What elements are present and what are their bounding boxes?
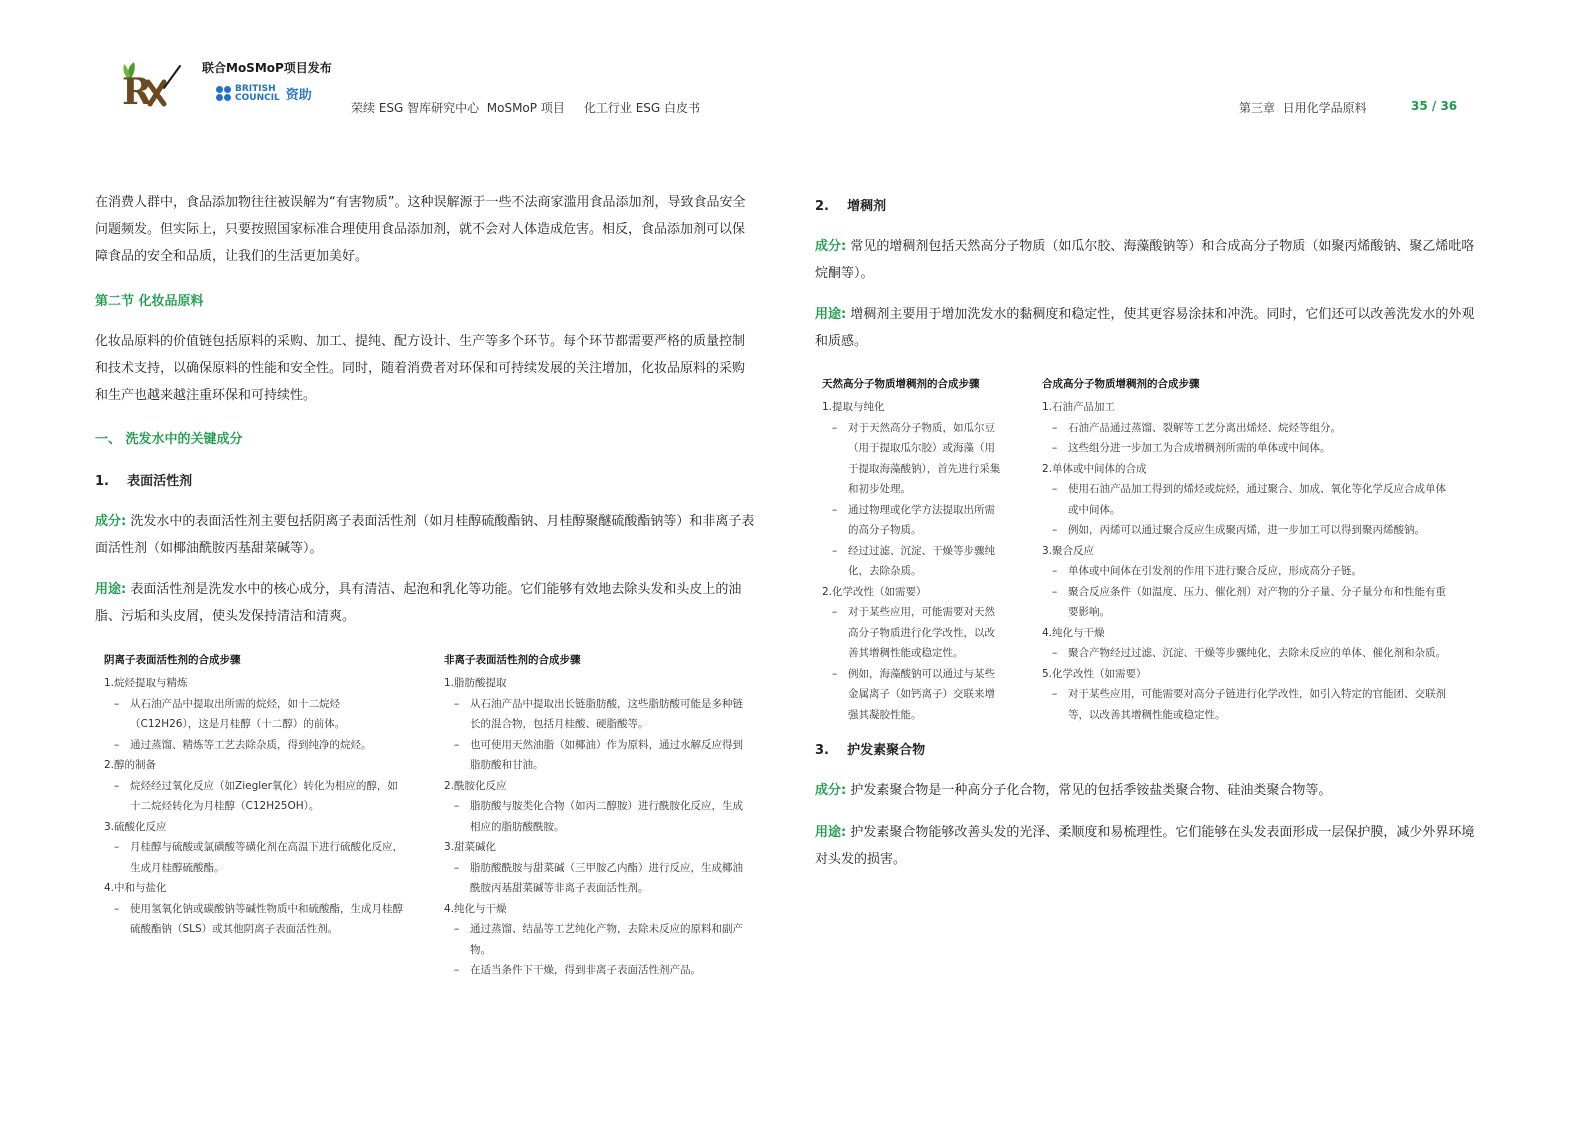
anionic-steps-box [104,652,404,940]
thickener-usage [815,301,1477,355]
composition-label: 成分: [815,239,847,254]
header-series: 荣续 ESG 智库研究中心 MoSMoP 项目 化工行业 ESG 白皮书 [351,101,701,115]
british-council-dots-icon [216,86,231,101]
page-indicator: 35 / 36 [1411,99,1458,113]
section-heading: 第二节 化妆品原料 [95,294,204,309]
step-item: 1.脂肪酸提取 [444,677,507,689]
step-item: 4.纯化与干燥 [444,902,507,915]
step-bullet: – 通过蒸馏、结晶等工艺纯化产物，去除未反应的原料和副产物。 [454,923,743,956]
natural-steps-title: 天然高分子物质增稠剂的合成步骤 [822,378,980,390]
step-item: 3.硫酸化反应 [104,820,167,833]
item-heading-thickener: 2. 增稠剂 [815,199,887,214]
sponsor-brand-line1: BRITISH [235,83,276,94]
intro-paragraph: 在消费人群中，食品添加物往往被误解为“有害物质”。这种误解源于一些不法商家滥用食品添加剂，导致食品安全问题频发。但实际上，只要按照国家标准合理使用食品添加剂，就不会对人体造成危害。相反，食品添加剂可以保障食品的安全和品质，让我们的生活更加美好。 [95,195,746,264]
sponsor-brand-line2: COUNCIL [235,92,280,103]
surfactant-composition [95,508,757,562]
usage-label: 用途: [815,825,847,840]
step-item: 4.纯化与干燥 [1042,626,1105,639]
step-item: 2.醇的制备 [104,759,157,771]
step-bullet: – 使用石油产品加工得到的烯烃或烷烃，通过聚合、加成、氧化等化学反应合成单体或中间体。 [1052,483,1446,516]
surfactant-usage [95,576,757,630]
step-bullet: – 脂肪酸与胺类化合物（如丙二醇胺）进行酰胺化反应，生成相应的脂肪酸酰胺。 [454,800,743,833]
publisher-label: 联合MoSMoP项目发布 [202,61,332,75]
usage-text: 护发素聚合物能够改善头发的光泽、柔顺度和易梳理性。它们能够在头发表面形成一层保护膜，减少外界环境对头发的损害。 [815,825,1475,867]
composition-label: 成分: [815,783,847,798]
step-bullet: – 这些组分进一步加工为合成增稠剂所需的单体或中间体。 [1052,442,1331,454]
section-paragraph: 化妆品原料的价值链包括原料的采购、加工、提纯、配方设计、生产等多个环节。每个环节都需要严格的质量控制和技术支持，以确保原料的性能和安全性。同时，随着消费者对环保和可持续发展的关注增加，化妆品原料的采购和生产也越来越注重环保和可持续性。 [95,334,746,403]
synthetic-thickener-steps-box [1042,376,1456,725]
step-bullet: – 聚合反应条件（如温度、压力、催化剂）对产物的分子量、分子量分布和性能有重要影响。 [1052,585,1446,618]
usage-text: 增稠剂主要用于增加洗发水的黏稠度和稳定性，使其更容易涂抹和冲洗。同时，它们还可以改善洗发水的外观和质感。 [815,307,1475,349]
british-council-logo [216,84,312,103]
step-bullet: – 经过过滤、沉淀、干燥等步骤纯化，去除杂质。 [832,544,995,577]
svg-text:R: R [122,71,152,108]
step-bullet: – 通过物理或化学方法提取出所需的高分子物质。 [832,503,995,536]
step-item: 1.提取与纯化 [822,401,885,413]
sub-heading: 一、 洗发水中的关键成分 [95,432,243,447]
step-item: 3.甜菜碱化 [444,841,497,853]
step-bullet: – 也可使用天然油脂（如椰油）作为原料，通过水解反应得到脂肪酸和甘油。 [454,738,743,771]
nonionic-steps-box [444,652,744,981]
conditioner-usage [815,819,1477,873]
composition-text: 常见的增稠剂包括天然高分子物质（如瓜尔胶、海藻酸钠等）和合成高分子物质（如聚丙烯酸钠、聚乙烯吡咯烷酮等）。 [815,239,1475,281]
usage-text: 表面活性剂是洗发水中的核心成分，具有清洁、起泡和乳化等功能。它们能够有效地去除头发和头皮上的油脂、污垢和头皮屑，使头发保持清洁和清爽。 [95,582,742,624]
step-bullet: – 使用氢氧化钠或碳酸钠等碱性物质中和硫酸酯，生成月桂醇硫酸酯钠（SLS）或其他阴离子表面活性剂。 [114,902,403,935]
header-chapter: 第三章 日用化学品原料 [1239,101,1367,115]
nonionic-steps-title: 非离子表面活性剂的合成步骤 [444,654,581,666]
step-item: 5.化学改性（如需要） [1042,667,1147,680]
usage-label: 用途: [815,307,847,322]
step-bullet: – 石油产品通过蒸馏、裂解等工艺分离出烯烃、烷烃等组分。 [1052,421,1341,434]
step-item: 1.烷烃提取与精炼 [104,677,188,689]
step-item: 3.聚合反应 [1042,544,1095,557]
composition-label: 成分: [95,514,127,529]
composition-text: 洗发水中的表面活性剂主要包括阴离子表面活性剂（如月桂醇硫酸酯钠、月桂醇聚醚硫酸酯钠等）和非离子表面活性剂（如椰油酰胺丙基甜菜碱等）。 [95,514,755,556]
step-bullet: – 通过蒸馏、精炼等工艺去除杂质，得到纯净的烷烃。 [114,738,372,751]
step-item: 1.石油产品加工 [1042,401,1116,413]
step-bullet: – 对于某些应用，可能需要对高分子链进行化学改性，如引入特定的官能团、交联剂等，以改善其增稠性能或稳定性。 [1052,688,1446,721]
step-item: 2.酰胺化反应 [444,779,507,792]
step-bullet: – 例如，海藻酸钠可以通过与某些金属离子（如钙离子）交联来增强其凝胶性能。 [832,667,995,721]
step-bullet: – 烷烃经过氧化反应（如Ziegler氧化）转化为相应的醇，如十二烷烃转化为月桂醇（C12H25OH）。 [114,779,398,812]
composition-text: 护发素聚合物是一种高分子化合物，常见的包括季铵盐类聚合物、硅油类聚合物等。 [846,783,1332,798]
step-item: 2.单体或中间体的合成 [1042,462,1147,475]
step-item: 4.中和与盐化 [104,882,167,894]
item-heading-surfactant: 1. 表面活性剂 [95,474,193,489]
step-bullet: – 聚合产物经过过滤、沉淀、干燥等步骤纯化，去除未反应的单体、催化剂和杂质。 [1052,647,1446,659]
step-bullet: – 对于某些应用，可能需要对天然高分子物质进行化学改性，以改善其增稠性能或稳定性。 [832,606,995,659]
step-bullet: – 例如，丙烯可以通过聚合反应生成聚丙烯，进一步加工可以得到聚丙烯酸钠。 [1052,524,1425,536]
usage-label: 用途: [95,582,127,597]
rx-logo [120,58,182,108]
step-bullet: – 对于天然高分子物质，如瓜尔豆（用于提取瓜尔胶）或海藻（用于提取海藻酸钠），首先进行采集和初步处理。 [832,421,1001,495]
step-item: 2.化学改性（如需要） [822,585,927,598]
step-bullet: – 月桂醇与硫酸或氯磺酸等磺化剂在高温下进行硫酸化反应，生成月桂醇硫酸酯。 [114,841,403,874]
step-bullet: – 脂肪酸酰胺与甜菜碱（三甲胺乙内酯）进行反应，生成椰油酰胺丙基甜菜碱等非离子表面活性剂。 [454,861,743,894]
natural-thickener-steps-box [822,376,1002,725]
step-bullet: – 从石油产品中提取出所需的烷烃，如十二烷烃（C12H26），这是月桂醇（十二醇）的前体。 [114,697,346,730]
synthetic-steps-title: 合成高分子物质增稠剂的合成步骤 [1042,378,1200,390]
step-bullet: – 在适当条件下干燥，得到非离子表面活性剂产品。 [454,964,701,976]
conditioner-composition [815,777,1477,804]
anionic-steps-title: 阴离子表面活性剂的合成步骤 [104,654,241,666]
step-bullet: – 从石油产品中提取出长链脂肪酸，这些脂肪酸可能是多种链长的混合物，包括月桂酸、硬脂酸等。 [454,697,743,730]
item-heading-conditioner: 3. 护发素聚合物 [815,743,926,758]
sponsor-suffix: 资助 [285,88,312,103]
thickener-composition [815,233,1477,287]
step-bullet: – 单体或中间体在引发剂的作用下进行聚合反应，形成高分子链。 [1052,565,1362,577]
